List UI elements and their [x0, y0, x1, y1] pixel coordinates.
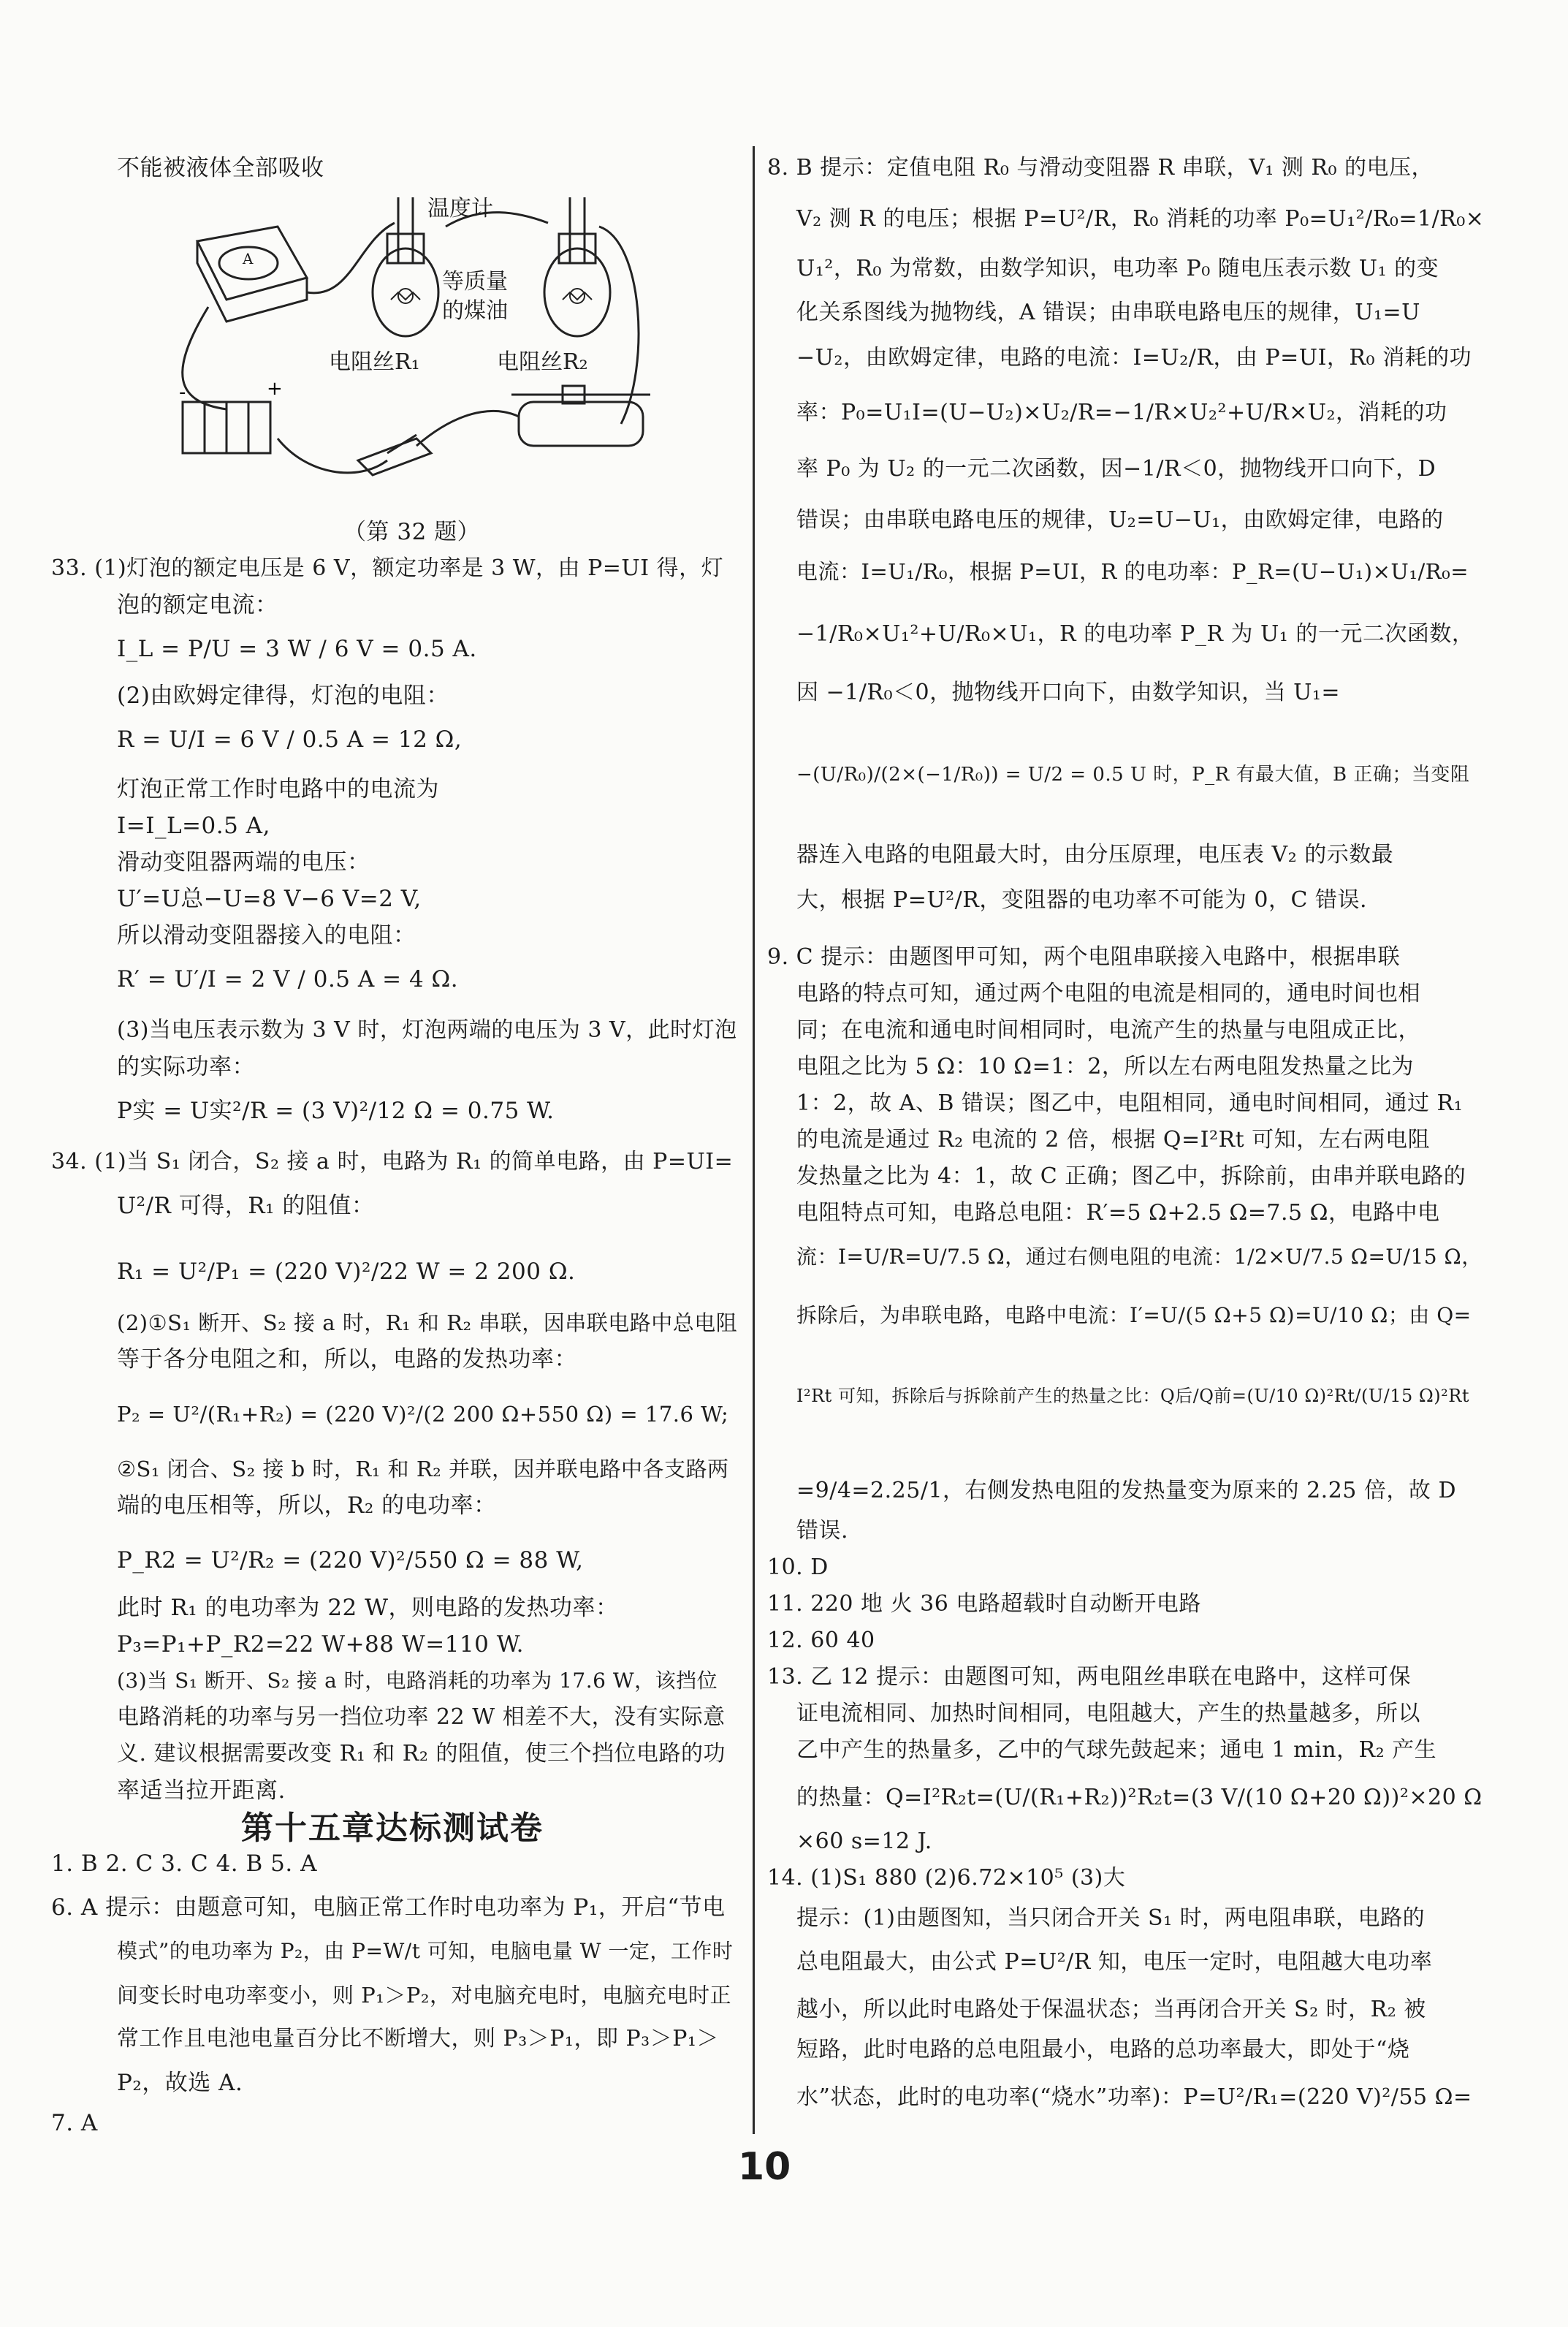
right-line: 证电流相同、加热时间相同，电阻越大，产生的热量越多，所以: [796, 1701, 1420, 1726]
right-line: 水”状态，此时的电功率(“烧水”功率)：P=U²/R₁=(220 V)²/55 Ω=: [796, 2084, 1472, 2110]
left-line: 等于各分电阻之和，所以，电路的发热功率：: [117, 1346, 577, 1373]
left-line: I=I_L=0.5 A,: [117, 813, 270, 839]
left-line: 义. 建议根据需要改变 R₁ 和 R₂ 的阻值，使三个挡位电路的功: [117, 1741, 726, 1766]
right-line: 率：P₀=U₁I=(U−U₂)×U₂/R=−1/R×U₂²+U/R×U₂，消耗的功: [796, 400, 1447, 425]
left-bottom-line: 1. B 2. C 3. C 4. B 5. A: [51, 1850, 317, 1877]
left-line: U′=U总−U=8 V−6 V=2 V,: [117, 886, 422, 912]
left-bottom-line: 常工作且电池电量百分比不断增大，则 P₃＞P₁，即 P₃＞P₁＞: [117, 2026, 719, 2051]
left-line: P₃=P₁+P_R2=22 W+88 W=110 W.: [117, 1631, 525, 1658]
right-line: 短路，此时电路的总电阻最小，电路的总功率最大，即处于“烧: [796, 2037, 1410, 2062]
left-line: P_R2 = U²/R₂ = (220 V)²/550 Ω = 88 W,: [117, 1547, 584, 1574]
right-line: 错误.: [796, 1518, 849, 1544]
left-bottom-line: 模式”的电功率为 P₂，由 P=W/t 可知，电脑电量 W 一定，工作时: [117, 1939, 734, 1963]
right-line: 器连入电路的电阻最大时，由分压原理，电压表 V₂ 的示数最: [796, 842, 1394, 868]
right-line: 提示：(1)由题图知，当只闭合开关 S₁ 时，两电阻串联，电路的: [796, 1905, 1426, 1931]
right-line: 13. 乙 12 提示：由题图可知，两电阻丝串联在电路中，这样可保: [767, 1664, 1411, 1690]
right-line: U₁²，R₀ 为常数，由数学知识，电功率 P₀ 随电压表示数 U₁ 的变: [796, 256, 1439, 281]
thermometer-label: 温度计: [427, 196, 493, 221]
right-line: 的电流是通过 R₂ 电流的 2 倍，根据 Q=I²Rt 可知，左右两电阻: [796, 1127, 1431, 1153]
left-line: (3)当 S₁ 断开、S₂ 接 a 时，电路消耗的功率为 17.6 W，该挡位: [117, 1669, 718, 1693]
r1-label: 电阻丝R₁: [329, 349, 420, 375]
right-line: 电路的特点可知，通过两个电阻的电流是相同的，通电时间也相: [796, 981, 1420, 1006]
right-line: 错误；由串联电路电压的规律，U₂=U−U₁，由欧姆定律，电路的: [796, 507, 1444, 533]
column-divider: [753, 146, 755, 2134]
left-line: 33. (1)灯泡的额定电压是 6 V，额定功率是 3 W，由 P=UI 得，灯: [51, 555, 724, 581]
right-line: 大，根据 P=U²/R，变阻器的电功率不可能为 0，C 错误.: [796, 887, 1368, 913]
right-line: 1：2，故 A、B 错误；图乙中，电阻相同，通电时间相同，通过 R₁: [796, 1090, 1464, 1116]
right-line: 流：I=U/R=U/7.5 Ω，通过右侧电阻的电流：1/2×U/7.5 Ω=U/15 Ω，: [796, 1245, 1483, 1269]
left-line: 端的电压相等，所以，R₂ 的电功率：: [117, 1492, 497, 1519]
left-line: 滑动变阻器两端的电压：: [117, 849, 370, 876]
left-bottom-line: 间变长时电功率变小，则 P₁＞P₂，对电脑充电时，电脑充电时正: [117, 1983, 731, 2008]
oil-label-2: 的煤油: [442, 298, 508, 324]
right-line: 8. B 提示：定值电阻 R₀ 与滑动变阻器 R 串联，V₁ 测 R₀ 的电压，: [767, 155, 1434, 181]
left-line: 所以滑动变阻器接入的电阻：: [117, 922, 416, 949]
svg-text:+: +: [267, 378, 283, 400]
right-line: 电阻特点可知，电路总电阻：R′=5 Ω+2.5 Ω=7.5 Ω，电路中电: [796, 1200, 1440, 1226]
right-line: 乙中产生的热量多，乙中的气球先鼓起来；通电 1 min，R₂ 产生: [796, 1737, 1437, 1763]
left-line: U²/R 可得，R₁ 的阻值：: [117, 1193, 375, 1219]
left-line: 的实际功率：: [117, 1054, 255, 1080]
left-line: P₂ = U²/(R₁+R₂) = (220 V)²/(2 200 Ω+550 Ω) = 17.6 W;: [117, 1402, 729, 1427]
left-line: R′ = U′/I = 2 V / 0.5 A = 4 Ω.: [117, 966, 459, 992]
left-line: R = U/I = 6 V / 0.5 A = 12 Ω,: [117, 726, 463, 753]
right-line: 发热量之比为 4：1，故 C 正确；图乙中，拆除前，由串并联电路的: [796, 1164, 1466, 1189]
right-line: 率 P₀ 为 U₂ 的一元二次函数，因−1/R＜0，抛物线开口向下，D: [796, 456, 1436, 482]
right-line: ×60 s=12 J.: [796, 1829, 932, 1854]
right-line: 越小，所以此时电路处于保温状态；当再闭合开关 S₂ 时，R₂ 被: [796, 1997, 1426, 2022]
right-line: 电阻之比为 5 Ω：10 Ω=1：2，所以左右两电阻发热量之比为: [796, 1054, 1414, 1079]
page-number: 10: [738, 2145, 791, 2189]
ammeter-label: A: [243, 250, 254, 267]
svg-text:-: -: [179, 381, 186, 403]
right-line: 因 −1/R₀＜0，抛物线开口向下，由数学知识，当 U₁=: [796, 680, 1341, 705]
left-line: 率适当拉开距离.: [117, 1777, 286, 1804]
left-line: R₁ = U²/P₁ = (220 V)²/22 W = 2 200 Ω.: [117, 1259, 576, 1285]
left-line: I_L = P/U = 3 W / 6 V = 0.5 A.: [117, 636, 477, 662]
right-line: 10. D: [767, 1555, 829, 1580]
right-line: 14. (1)S₁ 880 (2)6.72×10⁵ (3)大: [767, 1865, 1126, 1891]
right-line: 化关系图线为抛物线，A 错误；由串联电路电压的规律，U₁=U: [796, 300, 1420, 325]
left-bottom-line: P₂，故选 A.: [117, 2070, 243, 2096]
r2-label: 电阻丝R₂: [497, 349, 588, 375]
left-line: 泡的额定电流：: [117, 592, 278, 618]
right-line: −U₂，由欧姆定律，电路的电流：I=U₂/R，由 P=UI，R₀ 消耗的功: [796, 345, 1472, 371]
left-line: ②S₁ 闭合、S₂ 接 b 时，R₁ 和 R₂ 并联，因并联电路中各支路两: [117, 1457, 729, 1481]
right-line: −(U/R₀)/(2×(−1/R₀)) = U/2 = 0.5 U 时，P_R 有最大值，B 正确；当变阻: [796, 764, 1470, 786]
left-line: 电路消耗的功率与另一挡位功率 22 W 相差不大，没有实际意: [117, 1704, 726, 1730]
left-line: 34. (1)当 S₁ 闭合，S₂ 接 a 时，电路为 R₁ 的简单电路，由 P=UI=: [51, 1149, 734, 1174]
right-line: 的热量：Q=I²R₂t=(U/(R₁+R₂))²R₂t=(3 V/(10 Ω+20 Ω))²×20 Ω: [796, 1785, 1483, 1810]
left-line: (3)当电压表示数为 3 V 时，灯泡两端的电压为 3 V，此时灯泡: [117, 1017, 737, 1043]
left-line: 此时 R₁ 的电功率为 22 W，则电路的发热功率：: [117, 1595, 619, 1621]
right-line: 同；在电流和通电时间相同时，电流产生的热量与电阻成正比，: [796, 1017, 1420, 1043]
figure-caption: （第 32 题）: [343, 519, 481, 545]
right-line: 9. C 提示：由题图甲可知，两个电阻串联接入电路中，根据串联: [767, 944, 1401, 970]
right-line: −1/R₀×U₁²+U/R₀×U₁，R 的电功率 P_R 为 U₁ 的一元二次函数，: [796, 621, 1474, 647]
chapter-title: 第十五章达标测试卷: [241, 1810, 544, 1847]
left-line: (2)①S₁ 断开、S₂ 接 a 时，R₁ 和 R₂ 串联，因串联电路中总电阻: [117, 1310, 738, 1335]
right-line: V₂ 测 R 的电压；根据 P=U²/R，R₀ 消耗的功率 P₀=U₁²/R₀=1/R₀×: [796, 206, 1485, 232]
circuit-figure: [139, 183, 694, 519]
right-line: 总电阻最大，由公式 P=U²/R 知，电压一定时，电阻越大电功率: [796, 1949, 1433, 1975]
figure-intro: 不能被液体全部吸收: [117, 155, 324, 181]
left-line: P实 = U实²/R = (3 V)²/12 Ω = 0.75 W.: [117, 1098, 555, 1124]
left-line: 灯泡正常工作时电路中的电流为: [117, 776, 439, 802]
right-line: 拆除后，为串联电路，电路中电流：I′=U/(5 Ω+5 Ω)=U/10 Ω；由 Q=: [796, 1303, 1472, 1327]
oil-label-1: 等质量: [442, 269, 508, 295]
right-line: I²Rt 可知，拆除后与拆除前产生的热量之比：Q后/Q前=(U/10 Ω)²Rt/(U/15 Ω)²Rt: [796, 1386, 1469, 1406]
right-line: 12. 60 40: [767, 1628, 875, 1653]
right-line: 电流：I=U₁/R₀，根据 P=UI，R 的电功率：P_R=(U−U₁)×U₁/R₀=: [796, 559, 1469, 584]
right-line: =9/4=2.25/1，右侧发热电阻的发热量变为原来的 2.25 倍，故 D: [796, 1478, 1457, 1503]
left-bottom-line: 6. A 提示：由题意可知，电脑正常工作时电功率为 P₁，开启“节电: [51, 1894, 726, 1921]
right-line: 11. 220 地 火 36 电路超载时自动断开电路: [767, 1591, 1201, 1617]
left-bottom-line: 7. A: [51, 2110, 98, 2136]
left-line: (2)由欧姆定律得，灯泡的电阻：: [117, 683, 449, 709]
